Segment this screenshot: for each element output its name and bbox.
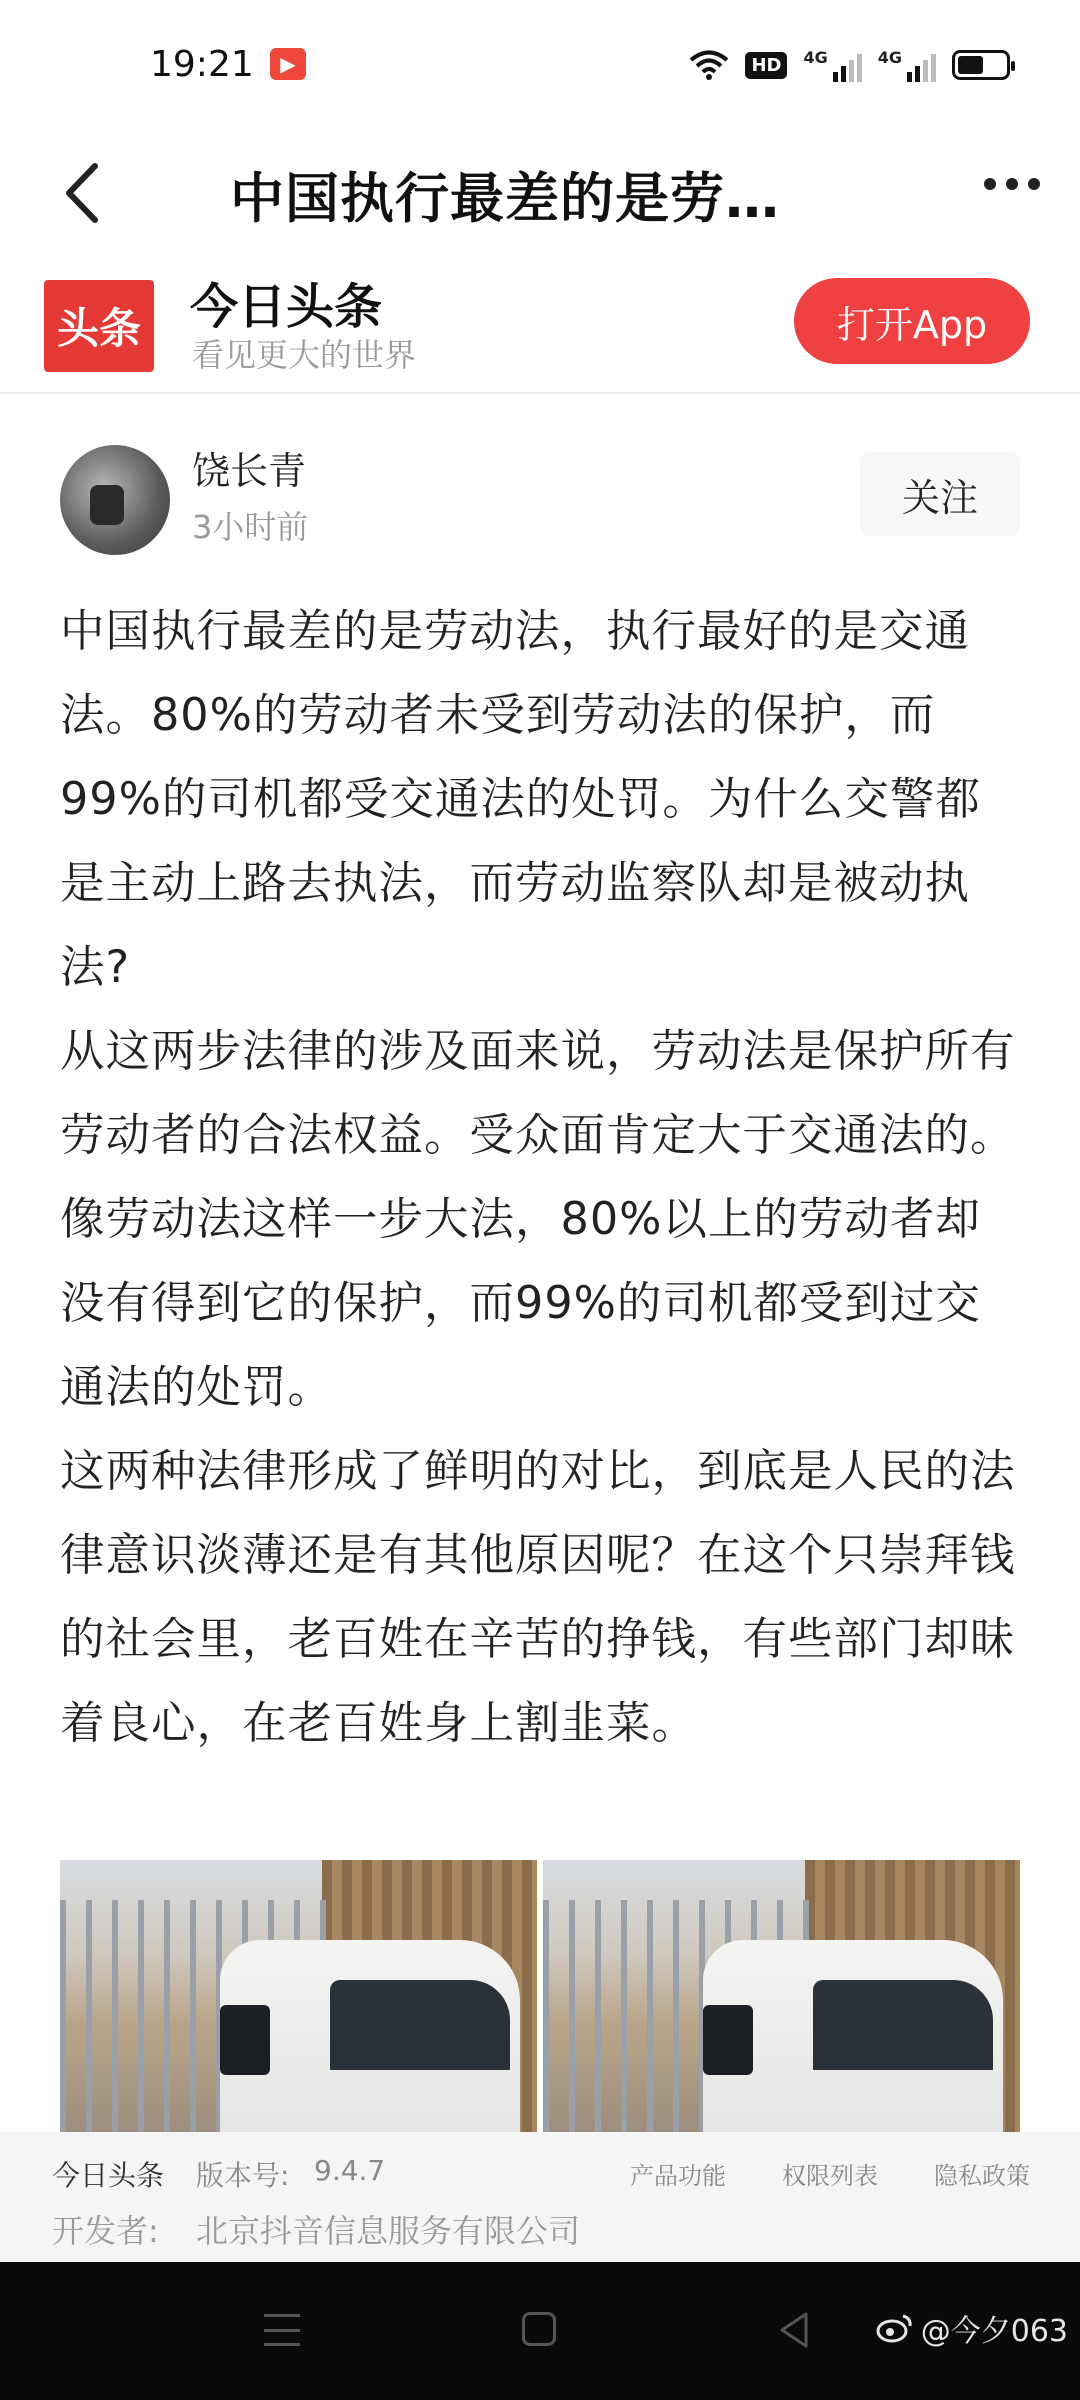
back-arrow-icon[interactable] [55,158,115,228]
follow-button[interactable]: 关注 [860,452,1020,536]
article-paragraph: 这两种法律形成了鲜明的对比，到底是人民的法律意识淡薄还是有其他原因呢？在这个只崇拜钱的社会里，老百姓在辛苦的挣钱，有些部门却昧着良心，在老百姓身上割韭菜。 [60,1446,1016,1749]
status-bar [0,0,1080,130]
author-name[interactable]: 饶长青 [192,449,307,493]
wifi-icon [689,49,729,81]
article-paragraph: 中国执行最差的是劳动法，执行最好的是交通法。80%的劳动者未受到劳动法的保护，而99%的司机都受交通法的处罚。为什么交警都是主动上路去执法，而劳动监察队却是被动执法? [60,606,981,993]
brand-name: 今日头条 [190,279,383,335]
signal-icon-2 [878,48,936,82]
status-time: 19:21 [150,44,254,85]
article-paragraph: 从这两步法律的涉及面来说，劳动法是保护所有劳动者的合法权益。受众面肯定大于交通法的。像劳动法这样一步大法，80%以上的劳动者却没有得到它的保护，而99%的司机都受到过交通法的处罚。 [60,1026,1016,1413]
open-app-button[interactable]: 打开App [794,278,1030,364]
author-row [0,440,1080,560]
page-title: 中国执行最差的是劳… [230,167,780,230]
article-image[interactable] [543,1860,1020,2132]
article-images [60,1860,1020,2132]
signal-1-label: 4G [803,48,828,67]
weibo-icon [875,2312,915,2344]
signal-2-label: 4G [877,48,902,67]
footer-version: 9.4.7 [314,2154,386,2187]
article-body [60,590,1020,1766]
footer-developer: 北京抖音信息服务有限公司 [196,2212,581,2250]
signal-icon-1 [803,48,861,82]
brand-slogan: 看见更大的世界 [192,336,417,374]
footer-links [630,2156,1030,2191]
post-time: 3小时前 [192,508,309,546]
title-bar [0,130,1080,260]
footer-version-label: 版本号: [196,2159,290,2192]
article-image[interactable] [60,1860,537,2132]
footer-link-privacy[interactable]: 隐私政策 [934,2162,1030,2190]
avatar[interactable] [60,445,170,555]
watermark-text: @今夕063 [920,2314,1068,2349]
battery-icon [952,50,1010,80]
toutiao-logo: 头条 [44,280,154,372]
hd-badge: HD [745,52,787,79]
footer-link-permissions[interactable]: 权限列表 [782,2162,878,2190]
video-app-icon: ▶ [270,48,306,80]
more-options-icon[interactable] [984,178,1040,190]
recent-apps-icon[interactable] [264,2314,300,2346]
footer-app-name: 今日头条 [52,2159,165,2192]
footer-developer-label: 开发者: [52,2212,159,2250]
footer-link-features[interactable]: 产品功能 [630,2162,726,2190]
status-indicators [689,48,1010,82]
app-info-footer [0,2132,1080,2262]
system-nav-bar [0,2262,1080,2400]
home-icon[interactable] [522,2312,556,2346]
nav-back-icon[interactable] [776,2310,812,2350]
watermark [875,2306,1068,2350]
app-banner [0,260,1080,390]
divider [0,392,1080,394]
